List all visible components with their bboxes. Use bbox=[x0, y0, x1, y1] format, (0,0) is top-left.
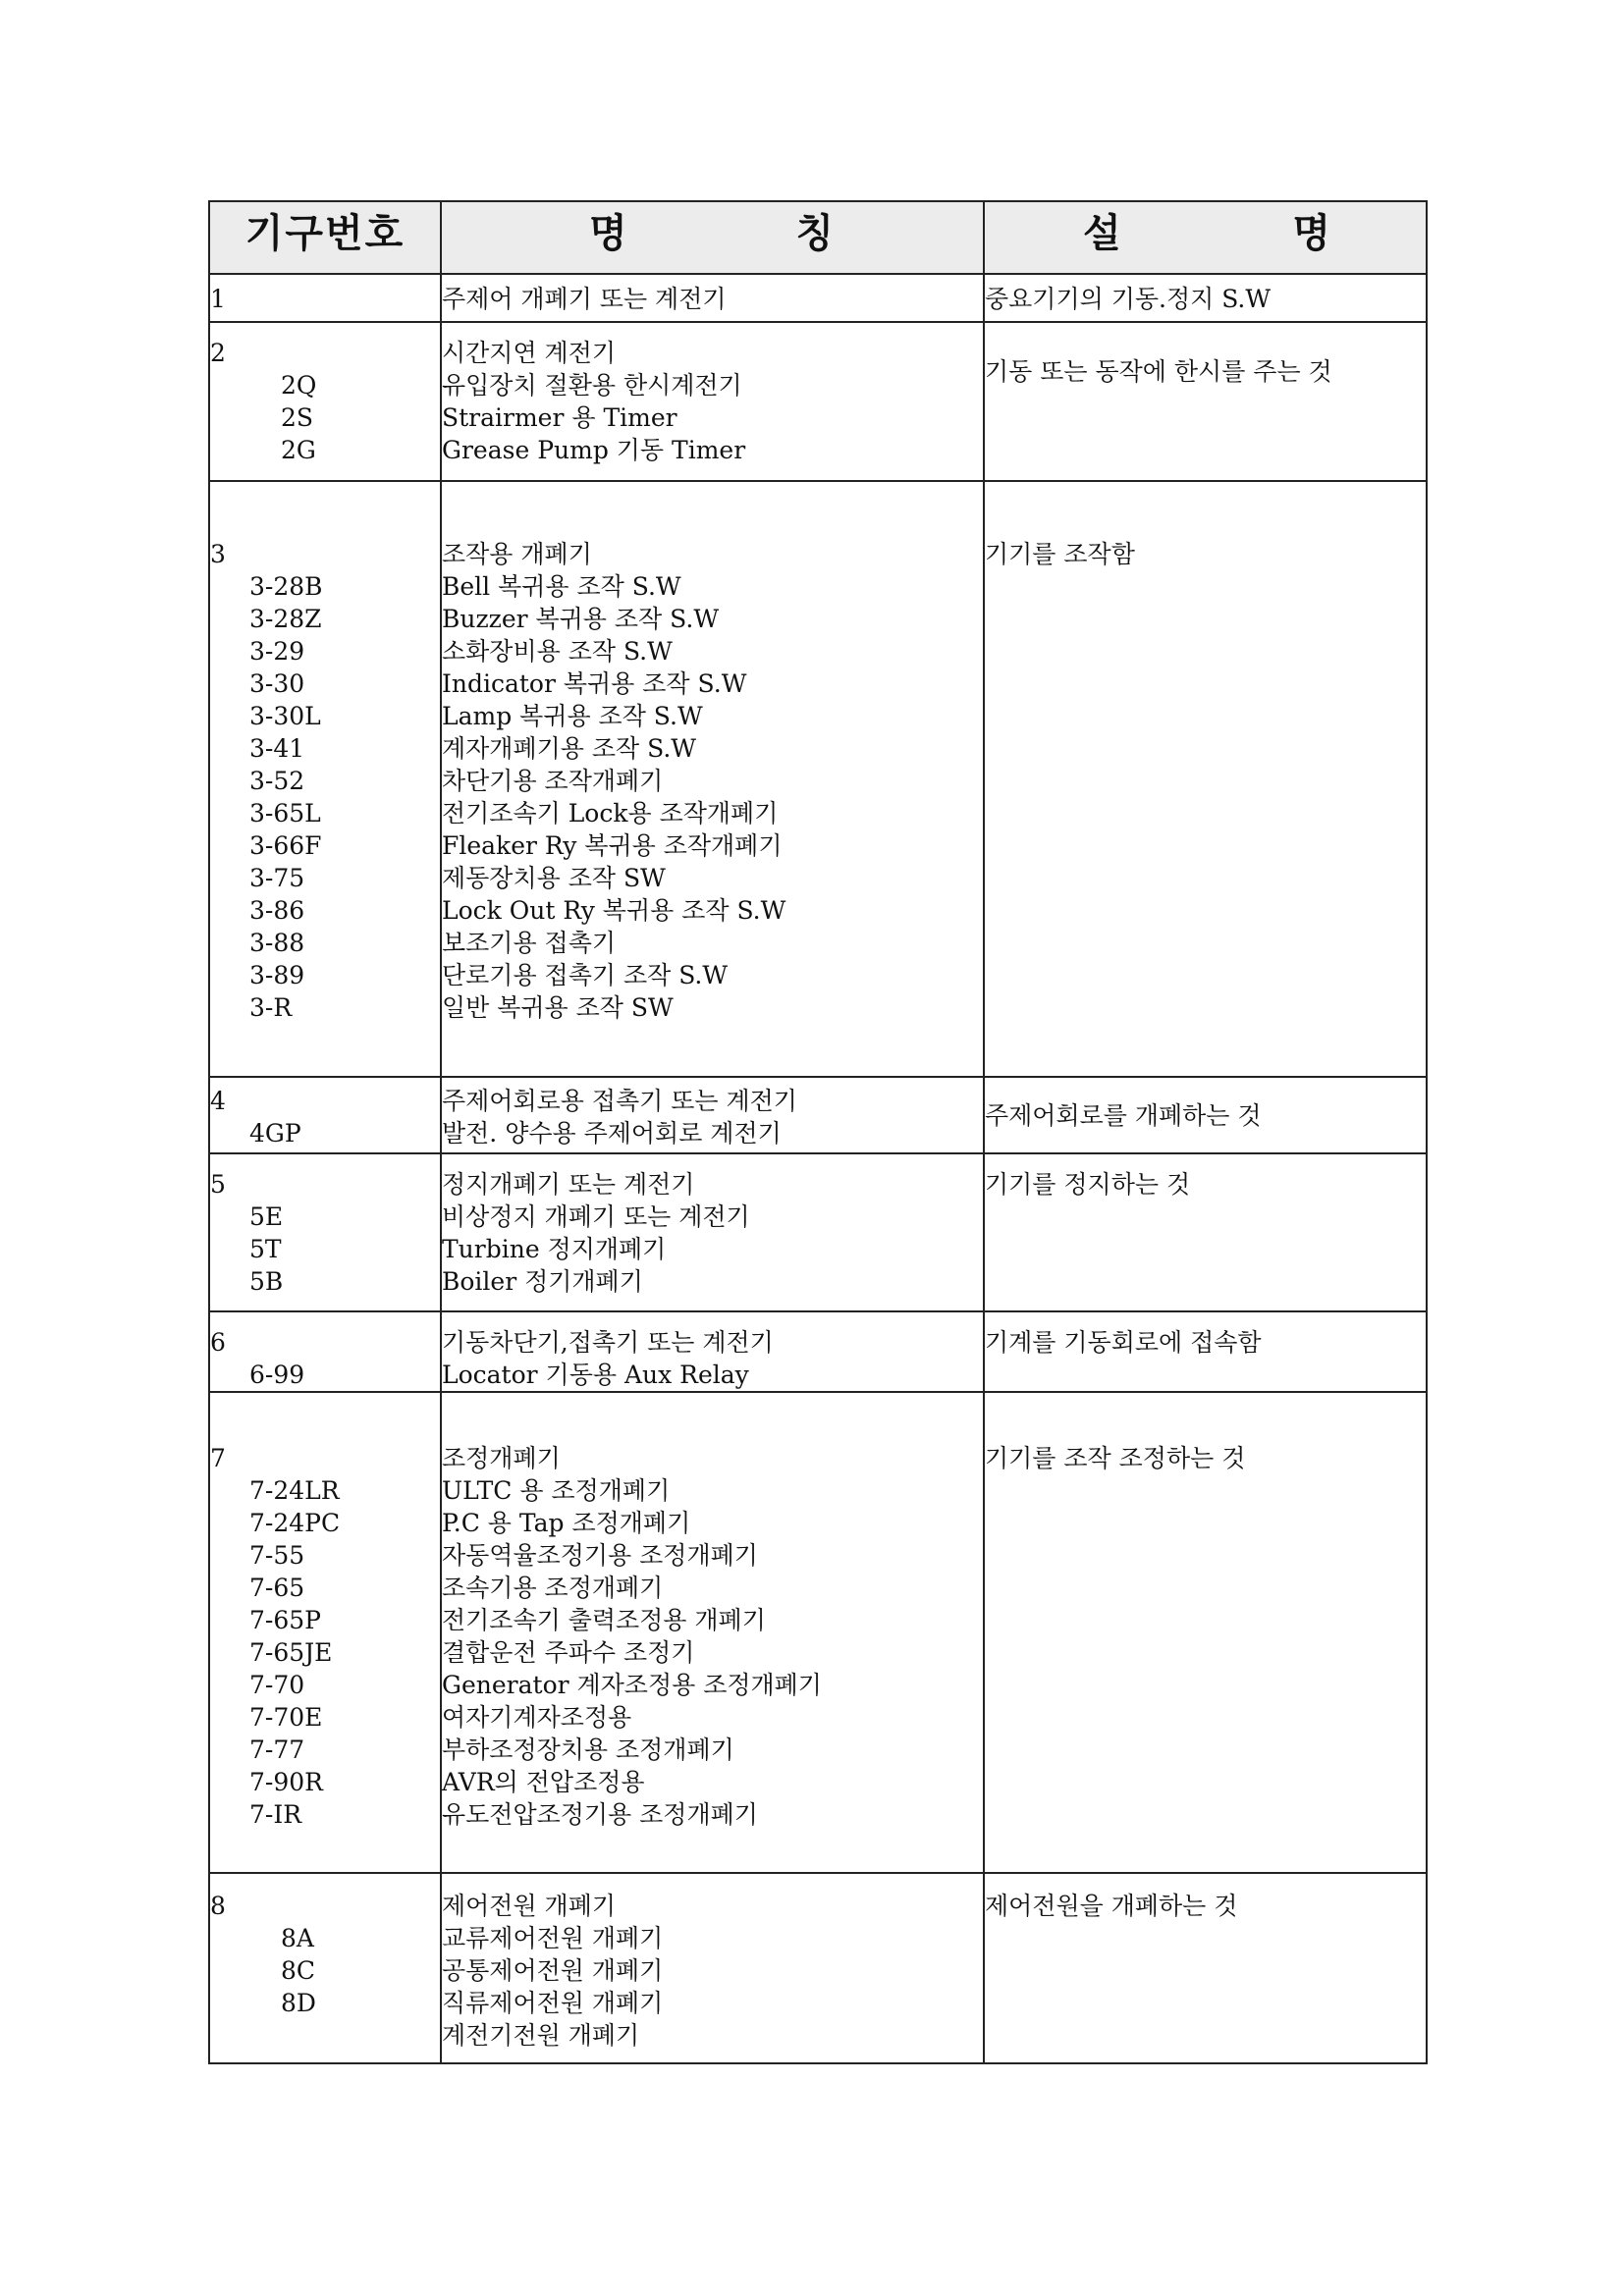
device-name-cell bbox=[441, 1077, 984, 1153]
device-subcode: 3-65L bbox=[249, 799, 321, 828]
device-name: AVR의 전압조정용 bbox=[442, 1768, 645, 1796]
device-subcode: 8C bbox=[281, 1956, 316, 1985]
device-subcode: 7-90R bbox=[249, 1768, 323, 1796]
device-name-cell bbox=[441, 322, 984, 481]
device-name: 교류제어전원 개폐기 bbox=[442, 1924, 664, 1952]
device-name: Generator 계자조정용 조정개폐기 bbox=[442, 1671, 822, 1699]
device-code: 6 bbox=[210, 1328, 226, 1357]
device-name: 부하조정장치용 조정개폐기 bbox=[442, 1735, 734, 1764]
device-subcode: 5T bbox=[249, 1235, 282, 1263]
device-name: 조작용 개폐기 bbox=[442, 540, 592, 568]
device-description-cell bbox=[984, 1153, 1427, 1311]
header-device-number: 기구번호 bbox=[209, 201, 441, 274]
device-description: 주제어회로를 개폐하는 것 bbox=[985, 1101, 1262, 1130]
device-name: 계전기전원 개폐기 bbox=[442, 2021, 640, 2050]
table-row bbox=[209, 481, 1427, 1077]
device-description: 기동 또는 동작에 한시를 주는 것 bbox=[985, 357, 1332, 386]
device-subcode: 7-65JE bbox=[249, 1638, 333, 1667]
device-name: 조정개폐기 bbox=[442, 1444, 561, 1472]
device-number-table bbox=[208, 200, 1428, 2064]
device-name-cell bbox=[441, 1392, 984, 1873]
device-name: 발전. 양수용 주제어회로 계전기 bbox=[442, 1119, 782, 1148]
device-name: Locator 기동용 Aux Relay bbox=[442, 1361, 749, 1389]
table-row bbox=[209, 1077, 1427, 1153]
device-subcode: 7-70 bbox=[249, 1671, 305, 1699]
device-description: 제어전원을 개폐하는 것 bbox=[985, 1892, 1238, 1920]
device-subcode: 7-77 bbox=[249, 1735, 305, 1764]
device-code-cell bbox=[209, 322, 441, 481]
device-name: 전기조속기 Lock용 조작개폐기 bbox=[442, 799, 779, 828]
device-name: 제동장치용 조작 SW bbox=[442, 864, 666, 892]
device-name: 일반 복귀용 조작 SW bbox=[442, 993, 674, 1022]
device-name: Strairmer 용 Timer bbox=[442, 403, 677, 432]
device-description: 기기를 조작함 bbox=[985, 540, 1135, 568]
device-name: Lamp 복귀용 조작 S.W bbox=[442, 702, 703, 730]
device-subcode: 4GP bbox=[249, 1119, 301, 1148]
device-name-cell bbox=[441, 274, 984, 322]
device-description: 기계를 기동회로에 접속함 bbox=[985, 1328, 1262, 1357]
table-row bbox=[209, 322, 1427, 481]
device-name-cell bbox=[441, 1873, 984, 2063]
device-code-cell bbox=[209, 481, 441, 1077]
device-subcode: 5B bbox=[249, 1267, 284, 1296]
device-subcode: 7-70E bbox=[249, 1703, 323, 1732]
device-name: ULTC 용 조정개폐기 bbox=[442, 1476, 671, 1505]
device-code: 2 bbox=[210, 339, 226, 367]
device-code: 1 bbox=[210, 285, 226, 313]
device-description-cell bbox=[984, 1873, 1427, 2063]
device-subcode: 2G bbox=[281, 436, 316, 464]
device-name: Lock Out Ry 복귀용 조작 S.W bbox=[442, 896, 786, 925]
device-name: 비상정지 개폐기 또는 계전기 bbox=[442, 1202, 750, 1231]
device-subcode: 3-89 bbox=[249, 961, 305, 989]
device-name: 소화장비용 조작 S.W bbox=[442, 637, 673, 666]
device-name: 시간지연 계전기 bbox=[442, 339, 616, 367]
device-name: P.C 용 Tap 조정개폐기 bbox=[442, 1509, 691, 1537]
device-code: 3 bbox=[210, 540, 226, 568]
device-code-cell bbox=[209, 1153, 441, 1311]
device-subcode: 8D bbox=[281, 1989, 316, 2017]
device-name: 정지개폐기 또는 계전기 bbox=[442, 1170, 695, 1199]
device-description-cell bbox=[984, 1077, 1427, 1153]
device-code: 7 bbox=[210, 1444, 226, 1472]
device-name: 여자기계자조정용 bbox=[442, 1703, 632, 1732]
device-name: 보조기용 접촉기 bbox=[442, 929, 616, 957]
device-subcode: 7-24LR bbox=[249, 1476, 340, 1505]
header-name: 명 칭 bbox=[441, 201, 984, 274]
device-code-cell bbox=[209, 274, 441, 322]
device-name: Indicator 복귀용 조작 S.W bbox=[442, 669, 747, 698]
device-subcode: 3-R bbox=[249, 993, 293, 1022]
device-subcode: 3-29 bbox=[249, 637, 305, 666]
device-description-cell bbox=[984, 1392, 1427, 1873]
table-row bbox=[209, 274, 1427, 322]
device-name: 자동역율조정기용 조정개폐기 bbox=[442, 1541, 758, 1570]
device-subcode: 3-41 bbox=[249, 734, 305, 763]
device-name: 차단기용 조작개폐기 bbox=[442, 767, 664, 795]
table-header-row bbox=[209, 201, 1427, 274]
device-subcode: 7-24PC bbox=[249, 1509, 341, 1537]
device-name: Buzzer 복귀용 조작 S.W bbox=[442, 605, 720, 633]
device-subcode: 6-99 bbox=[249, 1361, 305, 1389]
device-name: 제어전원 개폐기 bbox=[442, 1892, 616, 1920]
device-subcode: 7-65P bbox=[249, 1606, 321, 1634]
device-name-cell bbox=[441, 1153, 984, 1311]
device-name: 단로기용 접촉기 조작 S.W bbox=[442, 961, 729, 989]
device-name: 조속기용 조정개폐기 bbox=[442, 1574, 664, 1602]
device-name: 주제어회로용 접촉기 또는 계전기 bbox=[442, 1087, 797, 1115]
device-name-cell bbox=[441, 1311, 984, 1392]
device-description: 중요기기의 기동.정지 S.W bbox=[985, 285, 1272, 313]
table-row bbox=[209, 1873, 1427, 2063]
device-name-cell bbox=[441, 481, 984, 1077]
device-description: 기기를 조작 조정하는 것 bbox=[985, 1444, 1246, 1472]
device-name: 직류제어전원 개폐기 bbox=[442, 1989, 664, 2017]
device-subcode: 3-86 bbox=[249, 896, 305, 925]
device-name: 결합운전 주파수 조정기 bbox=[442, 1638, 695, 1667]
device-name: 유도전압조정기용 조정개폐기 bbox=[442, 1800, 758, 1829]
device-code: 5 bbox=[210, 1170, 226, 1199]
device-subcode: 7-55 bbox=[249, 1541, 305, 1570]
table-row bbox=[209, 1153, 1427, 1311]
device-code-cell bbox=[209, 1311, 441, 1392]
device-code: 8 bbox=[210, 1892, 226, 1920]
device-name: Boiler 정기개폐기 bbox=[442, 1267, 643, 1296]
device-description-cell bbox=[984, 274, 1427, 322]
device-name: Bell 복귀용 조작 S.W bbox=[442, 572, 681, 601]
device-subcode: 2S bbox=[281, 403, 314, 432]
device-subcode: 7-IR bbox=[249, 1800, 302, 1829]
device-name: 기동차단기,접촉기 또는 계전기 bbox=[442, 1328, 774, 1357]
device-code: 4 bbox=[210, 1087, 226, 1115]
device-name: 주제어 개폐기 또는 계전기 bbox=[442, 285, 727, 313]
device-subcode: 3-66F bbox=[249, 831, 322, 860]
device-subcode: 3-30L bbox=[249, 702, 321, 730]
table-row bbox=[209, 1392, 1427, 1873]
device-name: 공통제어전원 개폐기 bbox=[442, 1956, 664, 1985]
table-row bbox=[209, 1311, 1427, 1392]
device-description-cell bbox=[984, 1311, 1427, 1392]
device-subcode: 2Q bbox=[281, 371, 317, 400]
device-subcode: 3-28Z bbox=[249, 605, 322, 633]
device-description: 기기를 정지하는 것 bbox=[985, 1170, 1191, 1199]
device-description-cell bbox=[984, 322, 1427, 481]
device-subcode: 5E bbox=[249, 1202, 284, 1231]
device-subcode: 3-75 bbox=[249, 864, 305, 892]
device-name: 계자개폐기용 조작 S.W bbox=[442, 734, 696, 763]
device-name: Grease Pump 기동 Timer bbox=[442, 436, 746, 464]
device-subcode: 7-65 bbox=[249, 1574, 305, 1602]
device-code-cell bbox=[209, 1392, 441, 1873]
device-subcode: 8A bbox=[281, 1924, 314, 1952]
device-name: Fleaker Ry 복귀용 조작개폐기 bbox=[442, 831, 783, 860]
device-subcode: 3-30 bbox=[249, 669, 305, 698]
header-description: 설 명 bbox=[984, 201, 1427, 274]
device-subcode: 3-52 bbox=[249, 767, 305, 795]
device-subcode: 3-28B bbox=[249, 572, 323, 601]
device-code-cell bbox=[209, 1873, 441, 2063]
device-name: Turbine 정지개폐기 bbox=[442, 1235, 667, 1263]
device-code-cell bbox=[209, 1077, 441, 1153]
device-subcode: 3-88 bbox=[249, 929, 305, 957]
device-description-cell bbox=[984, 481, 1427, 1077]
device-name: 유입장치 절환용 한시계전기 bbox=[442, 371, 742, 400]
device-name: 전기조속기 출력조정용 개폐기 bbox=[442, 1606, 766, 1634]
